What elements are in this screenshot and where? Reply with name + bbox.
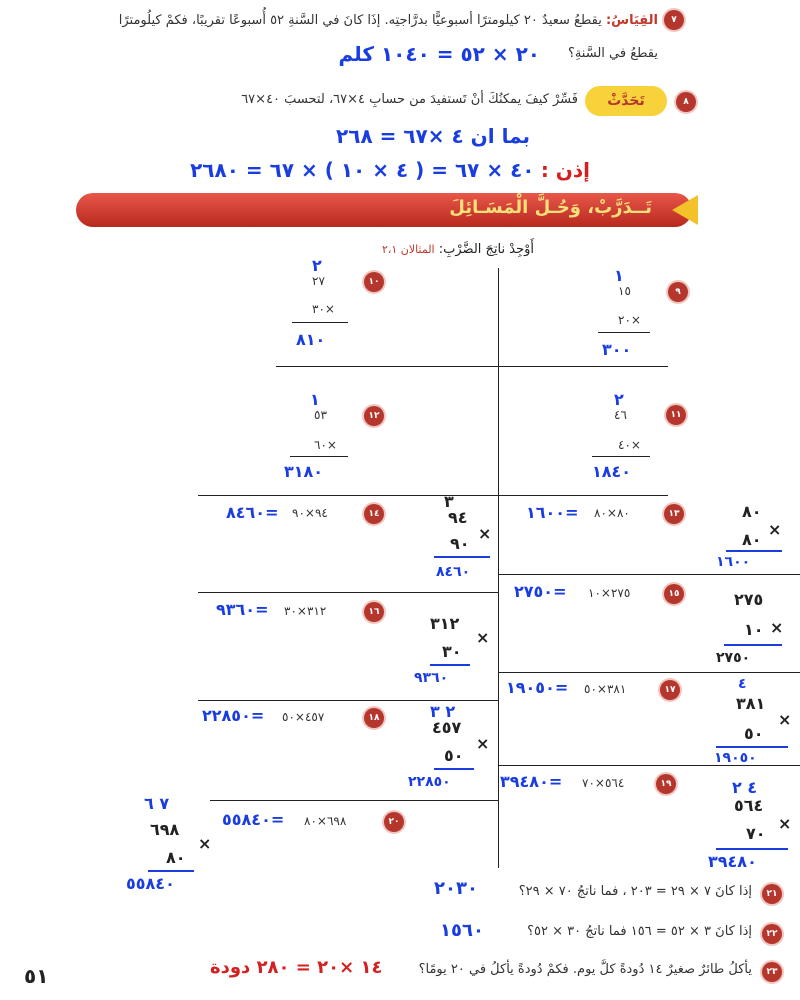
p16-work-bottom: ٣٠ [442, 642, 462, 661]
problem-7-answer: ٢٠ × ٥٢ = ١٠٤٠ كلم [338, 42, 540, 66]
p12-answer: ٣١٨٠ [284, 462, 324, 481]
p10-top: ٢٧ [312, 274, 325, 288]
p15-work-bottom: ١٠ [744, 620, 764, 639]
so-label: إذن : [540, 158, 590, 182]
divider-h6 [198, 700, 498, 701]
p19-answer: ٣٩٤٨٠= [500, 772, 563, 791]
p10-answer: ٨١٠ [296, 330, 326, 349]
p9-top: ١٥ [618, 284, 631, 298]
p19-work-rule [716, 848, 788, 850]
p12-top: ٥٣ [314, 408, 327, 422]
p9-carry: ١ [614, 266, 624, 285]
problem-8-text: فَسِّرْ كيفَ يمكنُكَ أنْ تَستفيدَ من حسابِ ٤×٦٧، لتحسبَ ٤٠×٦٧ [241, 92, 578, 107]
problem-8-line1: بما ان ٤ ×٦٧ = ٢٦٨ [336, 124, 530, 148]
p14-work-sign: × [478, 524, 492, 543]
p19-expr: ٥٦٤×٧٠ [582, 776, 625, 790]
p20-answer: ٥٥٨٤٠= [222, 810, 285, 829]
p16-expr: ٣١٢×٣٠ [284, 604, 327, 618]
p15-work-answer: ٢٧٥٠ [716, 650, 751, 666]
p20-work-top: ٦٩٨ [150, 820, 180, 839]
p19-work-carry: ٤ ٢ [732, 778, 758, 797]
p18-work-carry: ٢ ٣ [430, 702, 456, 721]
p9-rule [598, 332, 650, 333]
p17-work-sign: × [778, 710, 792, 729]
p13-work-sign: × [768, 520, 782, 539]
problem-number: ١٩ [656, 774, 676, 794]
p20-expr: ٦٩٨×٨٠ [304, 814, 347, 828]
p17-work-carry: ٤ [738, 676, 747, 692]
p20-work-sign: × [198, 834, 212, 853]
problem-number: ٢٣ [762, 962, 782, 982]
problem-number: ١٥ [664, 584, 684, 604]
practice-banner [76, 193, 692, 227]
p11-top: ٤٦ [614, 408, 627, 422]
p20-work-bottom: ٨٠ [166, 848, 186, 867]
p17-work-top: ٣٨١ [736, 694, 766, 713]
problem-8-line2-math: ٤٠ × ٦٧ = ( ٤ × ١٠ ) × ٦٧ = ٢٦٨٠ [190, 158, 535, 182]
p16-answer: ٩٣٦٠= [216, 600, 269, 619]
p18-work-answer: ٢٢٨٥٠ [408, 774, 451, 790]
p14-work-carry: ٣ [444, 492, 454, 511]
problem-number: ١٢ [364, 406, 384, 426]
p17-expr: ٣٨١×٥٠ [584, 682, 627, 696]
p13-work-bottom: ٨٠ [742, 530, 762, 549]
problem-number: ٢٠ [384, 812, 404, 832]
problem-number: ١٧ [660, 680, 680, 700]
problem-23-text: يأكلُ طائرٌ صغيرٌ ١٤ دُودةً كلَّ يوم. فكمْ دُودةً يأكلُ في ٢٠ يومًا؟ [418, 962, 752, 977]
problem-21-text: إذا كانَ ٧ × ٢٩ = ٢٠٣ ، فما ناتجُ ٧٠ × ٢٩؟ [518, 884, 752, 899]
p17-answer: ١٩٠٥٠= [506, 678, 569, 697]
divider-h5 [498, 672, 800, 673]
p9-bottom: ٢٠× [618, 313, 641, 327]
p19-work-answer: ٣٩٤٨٠ [708, 852, 757, 871]
p15-expr: ٢٧٥×١٠ [588, 586, 631, 600]
p11-bottom: ٤٠× [618, 438, 641, 452]
problem-7-text [8, 10, 658, 32]
p18-work-bottom: ٥٠ [444, 746, 464, 765]
p20-work-answer: ٥٥٨٤٠ [126, 874, 175, 893]
p19-work-bottom: ٧٠ [746, 824, 766, 843]
p11-rule [592, 456, 650, 457]
p15-work-rule [724, 644, 782, 646]
p17-work-bottom: ٥٠ [744, 724, 764, 743]
problem-number: ٢١ [762, 884, 782, 904]
problem-number: ٩ [668, 282, 688, 302]
p10-bottom: ٣٠× [312, 302, 335, 316]
p12-carry: ١ [310, 390, 320, 409]
problem-number: ١٠ [364, 272, 384, 292]
problem-number: ١٤ [364, 504, 384, 524]
problem-22-text: إذا كانَ ٣ × ٥٢ = ١٥٦ فما ناتجُ ٣٠ × ٥٢؟ [527, 924, 752, 939]
problem-7-body: يقطعُ سعيدٌ ٢٠ كيلومترًا أسبوعيًّا بدرَّاجتِه. إذَا كانَ في السَّنةِ ٥٢ أُسبوعًا تقريبًا، فكمْ كيلُومترًا [118, 13, 602, 28]
p18-work-top: ٤٥٧ [432, 718, 462, 737]
measure-label: القِيَاسُ: [605, 13, 658, 28]
divider-h1 [276, 366, 668, 367]
instruction-text: أَوْجِدْ ناتِجَ الضَّرْبِ: [438, 242, 534, 257]
p19-work-sign: × [778, 814, 792, 833]
p15-work-sign: × [770, 618, 784, 637]
divider-h2 [198, 495, 668, 496]
p15-work-top: ٢٧٥ [734, 590, 764, 609]
p14-work-rule [434, 556, 490, 558]
p16-work-rule [430, 664, 470, 666]
p10-carry: ٢ [312, 256, 322, 275]
p14-work-bottom: ٩٠ [450, 534, 470, 553]
p13-expr: ٨٠×٨٠ [594, 506, 630, 520]
p14-work-top: ٩٤ [448, 508, 468, 527]
problem-number: ١٦ [364, 602, 384, 622]
banner-title: تَــدَرَّبْ، وَحُـلَّ الْمَسَـائِلَ [449, 197, 652, 218]
p12-bottom: ٦٠× [314, 438, 337, 452]
p17-work-answer: ١٩٠٥٠ [714, 750, 757, 766]
p16-work-top: ٣١٢ [430, 614, 460, 633]
p16-work-answer: ٩٣٦٠ [414, 670, 449, 686]
p18-answer: ٢٢٨٥٠= [202, 706, 265, 725]
p9-answer: ٣٠٠ [602, 340, 632, 359]
p11-answer: ١٨٤٠ [592, 462, 632, 481]
p14-answer: ٨٤٦٠= [226, 503, 279, 522]
problem-8-line2 [0, 158, 590, 182]
problem-number: ٨ [676, 92, 696, 112]
page-number: ٥١ [24, 964, 49, 988]
problem-number: ٧ [664, 10, 684, 30]
divider-h3 [498, 574, 800, 575]
p18-work-rule [434, 768, 474, 770]
p14-work-answer: ٨٤٦٠ [436, 564, 471, 580]
problem-7-text2: يقطعُ في السَّنةِ؟ [567, 46, 658, 61]
problem-22-answer: ١٥٦٠ [440, 920, 484, 941]
p18-work-sign: × [476, 734, 490, 753]
problem-number: ١٣ [664, 504, 684, 524]
p13-work-answer: ١٦٠٠ [716, 554, 751, 570]
divider-h8 [210, 800, 498, 801]
problem-23-answer: ١٤ ×٢٠ = ٢٨٠ دودة [210, 957, 383, 978]
banner-arrow [672, 195, 698, 225]
p18-expr: ٤٥٧×٥٠ [282, 710, 325, 724]
problem-number: ١٨ [364, 708, 384, 728]
p15-answer: ٢٧٥٠= [514, 582, 567, 601]
problem-number: ٢٢ [762, 924, 782, 944]
talk-badge: تَحَدَّثْ [585, 86, 667, 116]
p20-work-carry: ٧ ٦ [144, 794, 170, 813]
p13-work-rule [726, 550, 782, 552]
p13-work-top: ٨٠ [742, 502, 762, 521]
p14-expr: ٩٤×٩٠ [292, 506, 328, 520]
problem-21-answer: ٢٠٣٠ [434, 878, 478, 899]
p17-work-rule [716, 746, 788, 748]
p16-work-sign: × [476, 628, 490, 647]
p12-rule [290, 456, 348, 457]
problem-number: ١١ [666, 405, 686, 425]
instruction [234, 242, 534, 257]
p11-carry: ٢ [614, 390, 624, 409]
p10-rule [292, 322, 348, 323]
instruction-ref: المثالان ٢،١ [381, 243, 435, 256]
p13-answer: ١٦٠٠= [526, 503, 579, 522]
p19-work-top: ٥٦٤ [734, 796, 764, 815]
divider-vertical [498, 268, 499, 868]
p20-work-rule [148, 870, 194, 872]
divider-h4 [198, 592, 498, 593]
